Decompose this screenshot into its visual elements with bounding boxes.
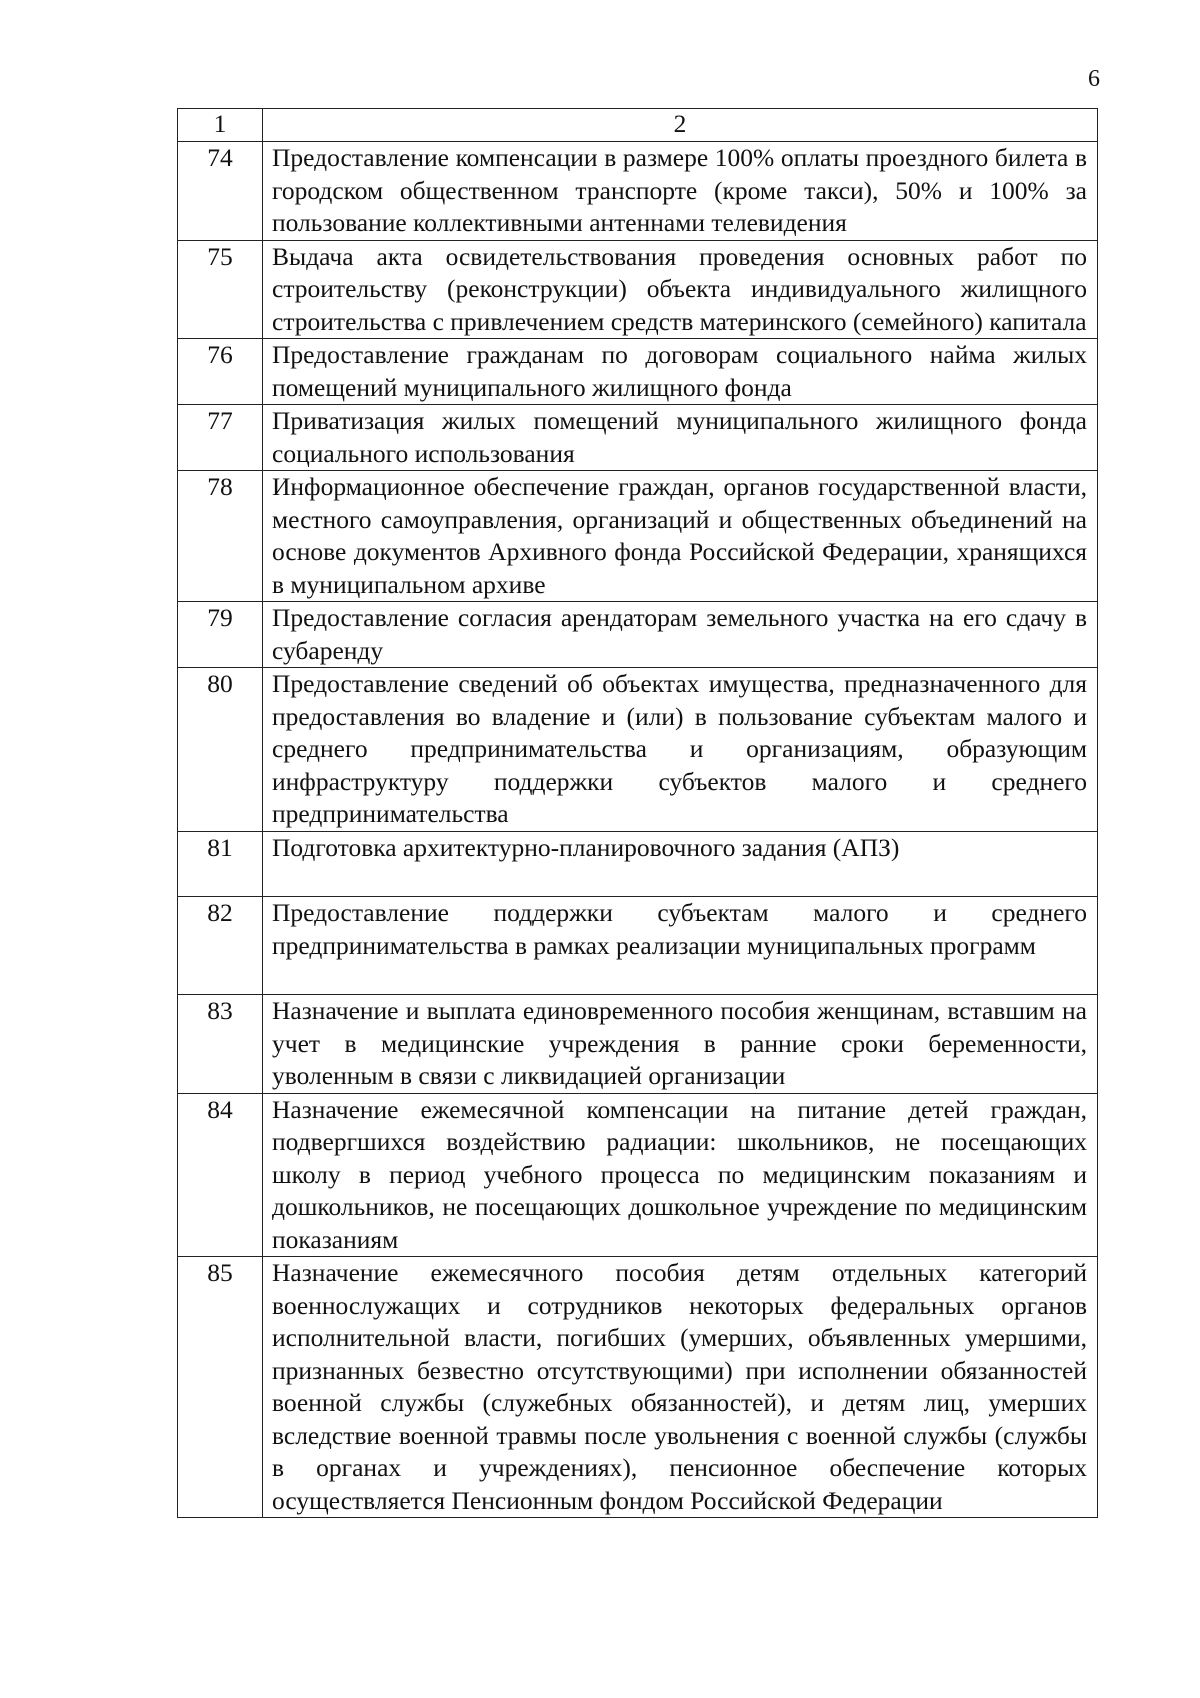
row-number: 84 — [178, 1093, 263, 1257]
row-number: 74 — [178, 142, 263, 241]
column-header-1: 1 — [178, 109, 263, 142]
row-text: Информационное обеспечение граждан, органов государственной власти, местного самоуправления, организаций и общественных объединений на основе документов Архивного фонда Российской Федерации, хранящихся в муниципальном архиве — [263, 471, 1098, 602]
row-number: 79 — [178, 602, 263, 668]
row-text: Назначение ежемесячного пособия детям отдельных категорий военнослужащих и сотрудников некоторых федеральных органов исполнительной власти, погибших (умерших, объявленных умершими, признанных безвестно отсутствующими) при исполнении обязанностей военной службы (служебных обязанностей), и детям лиц, умерших вследствие военной травмы после увольнения с военной службы (службы в органах и учреждениях), пенсионное обеспечение которых осуществляется Пенсионным фондом Российской Федерации — [263, 1257, 1098, 1518]
table-row — [178, 142, 1098, 241]
table-row — [178, 1093, 1098, 1257]
table-row — [178, 897, 1098, 995]
row-text-cell — [263, 831, 1098, 897]
row-number: 78 — [178, 471, 263, 602]
table-header-row — [178, 109, 1098, 142]
row-text-cell — [263, 897, 1098, 995]
row-text: Предоставление гражданам по договорам социального найма жилых помещений муниципального жилищного фонда — [263, 339, 1098, 405]
row-number: 82 — [178, 897, 263, 995]
table-row — [178, 240, 1098, 339]
table-row — [178, 831, 1098, 897]
row-number: 76 — [178, 339, 263, 405]
row-text: Приватизация жилых помещений муниципального жилищного фонда социального использования — [263, 405, 1098, 471]
row-number: 77 — [178, 405, 263, 471]
row-text: Предоставление поддержки субъектам малого и среднего предпринимательства в рамках реализации муниципальных программ — [272, 898, 1087, 960]
row-number: 85 — [178, 1257, 263, 1518]
page-number: 6 — [1088, 66, 1100, 92]
services-table — [177, 108, 1098, 1518]
row-text: Выдача акта освидетельствования проведения основных работ по строительству (реконструкции) объекта индивидуального жилищного строительства с привлечением средств материнского (семейного) капитала — [263, 240, 1098, 339]
row-text: Назначение ежемесячной компенсации на питание детей граждан, подвергшихся воздействию радиации: школьников, не посещающих школу в период учебного процесса по медицинским показаниям и дошкольников, не посещающих дошкольное учреждение по медицинским показаниям — [263, 1093, 1098, 1257]
table-row — [178, 339, 1098, 405]
table-row — [178, 995, 1098, 1094]
column-header-2: 2 — [263, 109, 1098, 142]
row-number: 83 — [178, 995, 263, 1094]
blank-line — [272, 962, 1087, 994]
row-number: 81 — [178, 831, 263, 897]
row-text: Предоставление согласия арендаторам земельного участка на его сдачу в субаренду — [263, 602, 1098, 668]
row-number: 80 — [178, 668, 263, 832]
row-text: Предоставление сведений об объектах имущества, предназначенного для предоставления во владение и (или) в пользование субъектам малого и среднего предпринимательства и организациям, образующим инфраструктуру поддержки субъектов малого и среднего предпринимательства — [263, 668, 1098, 832]
row-number: 75 — [178, 240, 263, 339]
blank-line — [272, 864, 1087, 896]
row-text: Подготовка архитектурно-планировочного задания (АПЗ) — [272, 832, 900, 862]
table-row — [178, 471, 1098, 602]
table-row — [178, 602, 1098, 668]
table-row — [178, 405, 1098, 471]
table-row — [178, 1257, 1098, 1518]
table-row — [178, 668, 1098, 832]
row-text: Предоставление компенсации в размере 100% оплаты проездного билета в городском общественном транспорте (кроме такси), 50% и 100% за пользование коллективными антеннами телевидения — [263, 142, 1098, 241]
row-text: Назначение и выплата единовременного пособия женщинам, вставшим на учет в медицинские учреждения в ранние сроки беременности, уволенным в связи с ликвидацией организации — [263, 995, 1098, 1094]
